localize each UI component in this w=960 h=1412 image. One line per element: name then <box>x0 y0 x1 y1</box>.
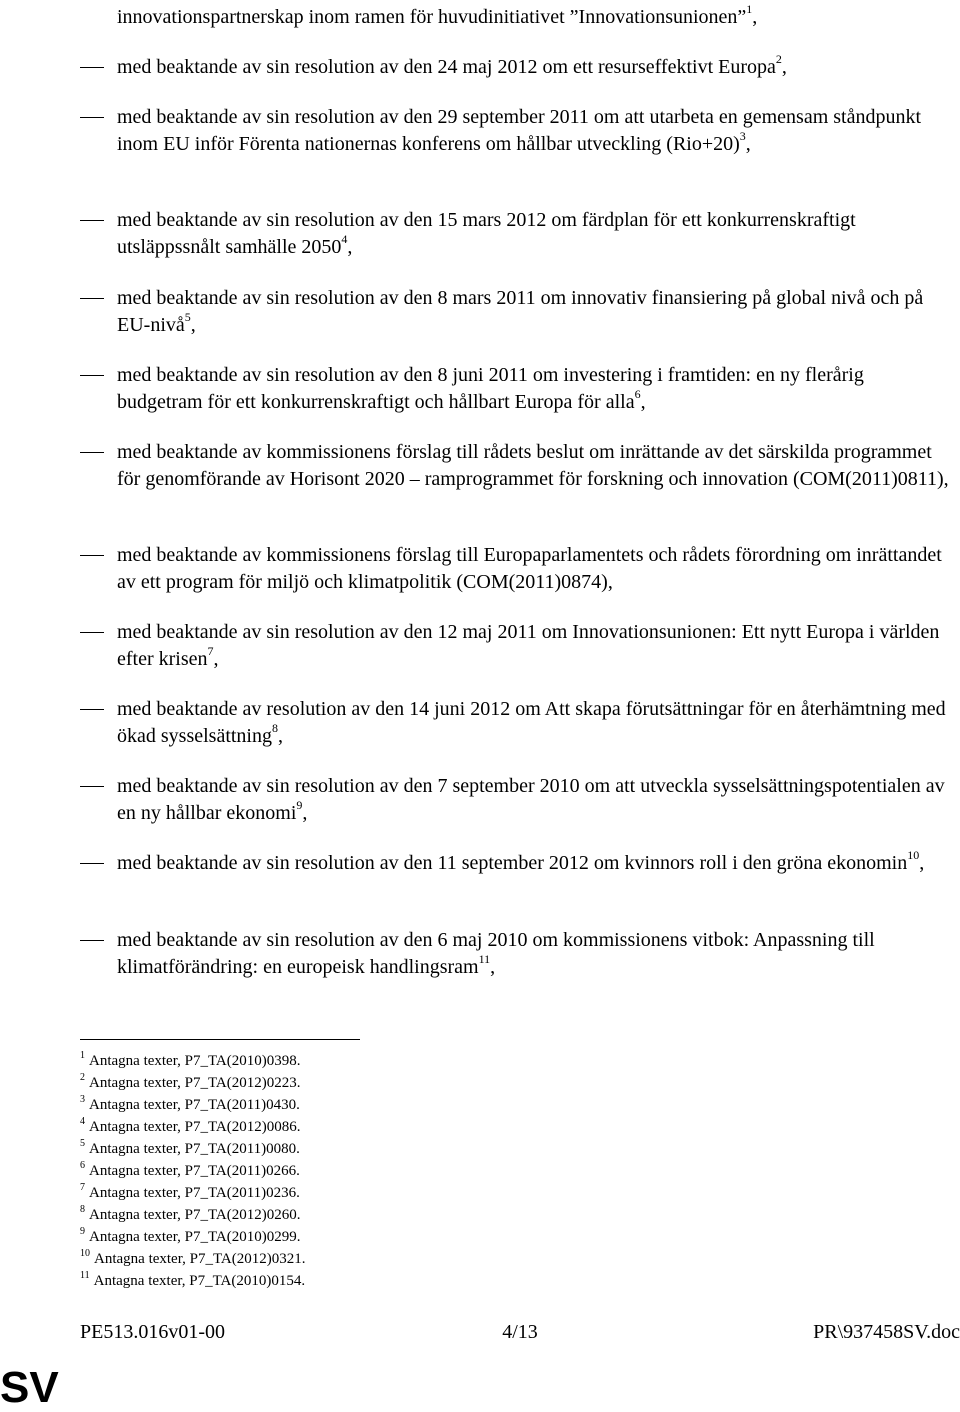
paragraph <box>117 207 952 260</box>
footnote-text: Antagna texter, P7_TA(2010)0299. <box>89 1229 301 1245</box>
paragraph <box>117 54 952 81</box>
footnote-number: 10 <box>80 1248 90 1259</box>
paragraph <box>117 285 952 338</box>
paragraph <box>117 439 952 492</box>
footnote <box>80 1116 301 1138</box>
dash-marker <box>80 632 104 633</box>
dash-marker <box>80 220 104 221</box>
footnote-text: Antagna texter, P7_TA(2012)0260. <box>89 1207 301 1223</box>
footnote-ref: 9 <box>296 797 303 812</box>
paragraph-text: med beaktande av sin resolution av den 15 mars 2012 om färdplan för ett konkurrenskraftigt utsläppssnålt samhälle 2050 <box>117 209 856 258</box>
footnote <box>80 1160 300 1182</box>
footnote-ref: 11 <box>478 951 491 966</box>
dash-marker <box>80 786 104 787</box>
footnote-text: Antagna texter, P7_TA(2011)0430. <box>89 1097 300 1113</box>
footnote-ref: 3 <box>739 128 746 143</box>
paragraph <box>117 4 952 31</box>
dash-marker <box>80 555 104 556</box>
dash-marker <box>80 375 104 376</box>
paragraph <box>117 696 952 749</box>
footnote-ref: 4 <box>341 231 348 246</box>
footnote-text: Antagna texter, P7_TA(2010)0154. <box>93 1273 306 1289</box>
paragraph-text: med beaktande av kommissionens förslag till Europaparlamentets och rådets förordning om inrättandet av ett program för miljö och klimatpolitik (COM(2011)0874), <box>117 544 942 593</box>
paragraph-text: med beaktande av resolution av den 14 juni 2012 om Att skapa förutsättningar för en återhämtning med ökad sysselsättning <box>117 698 946 747</box>
paragraph-text: innovationspartnerskap inom ramen för huvudinitiativet ”Innovationsunionen” <box>117 6 747 28</box>
page-number: 4/13 <box>502 1321 538 1343</box>
dash-marker <box>80 67 104 68</box>
paragraph-tail: , <box>745 132 751 155</box>
footnote-number: 5 <box>80 1138 85 1149</box>
footnote-number: 7 <box>80 1182 85 1193</box>
paragraph-tail: , <box>278 724 283 747</box>
footnote <box>80 1270 305 1292</box>
paragraph-tail: , <box>347 235 353 258</box>
footnote-number: 1 <box>80 1050 85 1061</box>
paragraph-text: med beaktande av sin resolution av den 12 maj 2011 om Innovationsunionen: Ett nytt Europa i världen efter krisen <box>117 621 940 670</box>
footnote-ref: 8 <box>272 720 278 735</box>
footnote-number: 8 <box>80 1204 85 1215</box>
paragraph-text: med beaktande av sin resolution av den 29 september 2011 om att utarbeta en gemensam ståndpunkt inom EU inför Förenta nationernas konferens om hållbar utveckling (Rio+20) <box>117 106 922 155</box>
footnote-separator <box>80 1039 360 1040</box>
footnote-ref: 2 <box>775 52 782 67</box>
footnote-ref: 6 <box>634 386 641 401</box>
footnote-text: Antagna texter, P7_TA(2012)0086. <box>89 1119 301 1135</box>
paragraph <box>117 104 952 157</box>
paragraph-text: med beaktande av kommissionens förslag till rådets beslut om inrättande av det särskilda programmet för genomförande av Horisont 2020 – ramprogrammet för forskning och innovation (COM(2011)0811), <box>117 441 949 490</box>
footnote <box>80 1072 301 1094</box>
paragraph <box>117 850 952 877</box>
footnote-number: 4 <box>80 1116 85 1127</box>
page-footer <box>80 1319 960 1345</box>
paragraph-tail: , <box>640 390 646 413</box>
paragraph-tail: , <box>490 955 496 978</box>
footnote <box>80 1204 301 1226</box>
footnote-number: 9 <box>80 1226 85 1237</box>
footnote-number: 3 <box>80 1094 85 1105</box>
footnote <box>80 1094 300 1116</box>
footnote <box>80 1138 300 1160</box>
document-reference: PE513.016v01-00 <box>80 1321 225 1343</box>
paragraph <box>117 362 952 415</box>
footnote-ref: 10 <box>907 848 920 863</box>
dash-marker <box>80 298 104 299</box>
footnote-ref: 1 <box>746 2 753 17</box>
footnote-number: 6 <box>80 1160 85 1171</box>
paragraph-text: med beaktande av sin resolution av den 11 september 2012 om kvinnors roll i den gröna ekonomin <box>117 852 908 874</box>
paragraph-tail: , <box>781 56 787 78</box>
footnote <box>80 1248 306 1270</box>
paragraph-tail: , <box>919 852 925 874</box>
paragraph-text: med beaktande av sin resolution av den 7 september 2010 om att utveckla sysselsättningspotentialen av en ny hållbar ekonomi <box>117 775 945 824</box>
footnote-text: Antagna texter, P7_TA(2011)0236. <box>89 1185 300 1201</box>
paragraph <box>117 927 952 980</box>
footnote-text: Antagna texter, P7_TA(2010)0398. <box>89 1053 301 1069</box>
footnote <box>80 1050 301 1072</box>
paragraph-tail: , <box>213 647 219 670</box>
paragraph-text: med beaktande av sin resolution av den 8 juni 2011 om investering i framtiden: en ny flerårig budgetram för ett konkurrenskraftigt och hållbart Europa för alla <box>117 364 864 413</box>
dash-marker <box>80 452 104 453</box>
paragraph-tail: , <box>302 801 308 824</box>
footnote-text: Antagna texter, P7_TA(2011)0266. <box>89 1163 300 1179</box>
dash-marker <box>80 117 104 118</box>
footnote <box>80 1226 301 1248</box>
footnote-ref: 5 <box>184 309 191 324</box>
footnote-text: Antagna texter, P7_TA(2012)0223. <box>89 1075 301 1091</box>
footnote <box>80 1182 300 1204</box>
paragraph-tail: , <box>190 313 196 336</box>
footnote-text: Antagna texter, P7_TA(2011)0080. <box>89 1141 300 1157</box>
paragraph-text: med beaktande av sin resolution av den 8 mars 2011 om innovativ finansiering på global nivå och på EU-nivå <box>117 287 924 336</box>
dash-marker <box>80 940 104 941</box>
paragraph-tail: , <box>752 6 758 28</box>
paragraph <box>117 619 952 672</box>
dash-marker <box>80 863 104 864</box>
paragraph-text: med beaktande av sin resolution av den 24 maj 2012 om ett resurseffektivt Europa <box>117 56 776 78</box>
paragraph <box>117 542 952 595</box>
file-name: PR\937458SV.doc <box>813 1321 960 1343</box>
footnote-number: 2 <box>80 1072 85 1083</box>
language-code: SV <box>0 1363 59 1412</box>
paragraph-text: med beaktande av sin resolution av den 6 maj 2010 om kommissionens vitbok: Anpassning till klimatförändring: en europeisk handlingsram <box>117 929 875 978</box>
dash-marker <box>80 709 104 710</box>
footnote-text: Antagna texter, P7_TA(2012)0321. <box>94 1251 306 1267</box>
footnote-ref: 7 <box>207 643 214 658</box>
footnote-number: 11 <box>80 1270 90 1281</box>
paragraph <box>117 773 952 826</box>
